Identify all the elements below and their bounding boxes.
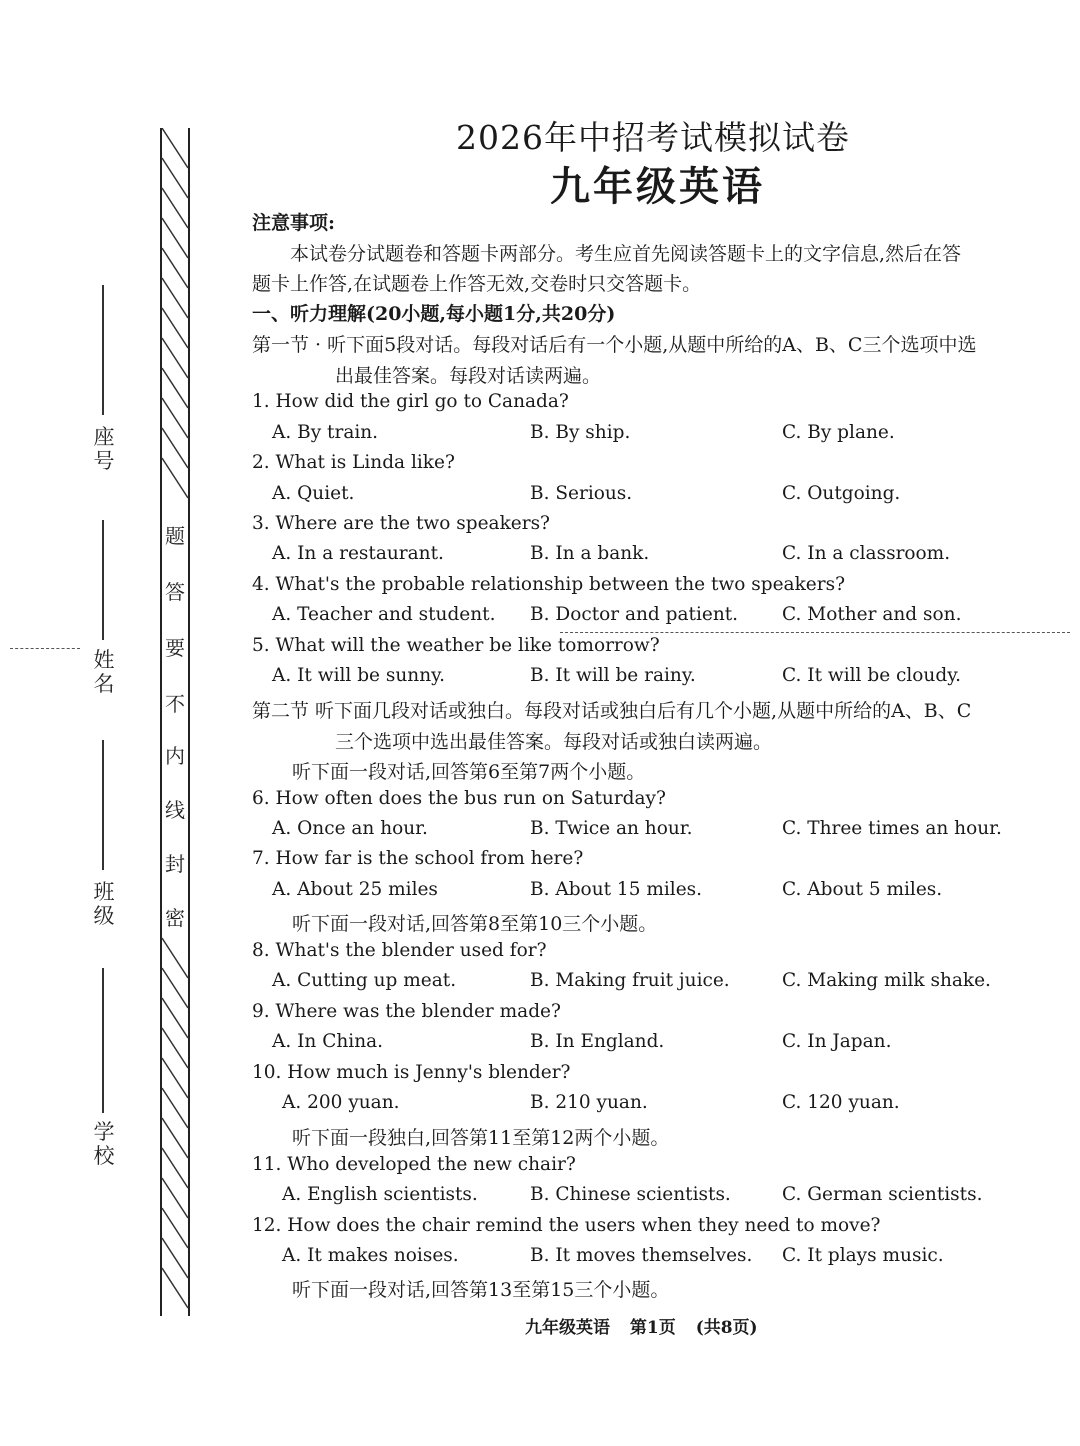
option-b: B. About 15 miles.	[530, 879, 703, 900]
option-a: A. In China.	[272, 1031, 384, 1052]
seal-char: 要	[165, 636, 185, 660]
footer-total-pages: (共8页)	[695, 1318, 758, 1338]
option-b: B. It will be rainy.	[530, 665, 696, 686]
option-c: C. 120 yuan.	[782, 1092, 900, 1113]
option-a: A. About 25 miles	[272, 879, 438, 900]
question-stem: 2. What is Linda like?	[252, 452, 455, 473]
question-stem: 9. Where was the blender made?	[252, 1001, 561, 1022]
option-a: A. In a restaurant.	[272, 543, 444, 564]
option-c: C. By plane.	[782, 422, 895, 443]
option-b: B. In England.	[530, 1031, 665, 1052]
footer-subject: 九年级英语	[525, 1318, 610, 1338]
option-b: B. Making fruit juice.	[530, 970, 730, 991]
notice-heading: 注意事项:	[252, 212, 336, 234]
page-footer	[525, 1313, 772, 1338]
name-label: 姓名	[93, 648, 115, 696]
sub-instruction: 听下面一段对话,回答第6至第7两个小题。	[292, 761, 646, 783]
name-rule	[102, 520, 104, 640]
question-stem: 1. How did the girl go to Canada?	[252, 391, 569, 412]
option-a: A. 200 yuan.	[282, 1092, 400, 1113]
question-stem: 8. What's the blender used for?	[252, 940, 547, 961]
hatch-marks	[160, 128, 190, 1316]
option-b: B. In a bank.	[530, 543, 650, 564]
option-a: A. Quiet.	[272, 483, 355, 504]
option-c: C. German scientists.	[782, 1184, 983, 1205]
question-stem: 4. What's the probable relationship between the two speakers?	[252, 574, 845, 595]
seal-char: 题	[165, 524, 185, 548]
option-c: C. About 5 miles.	[782, 879, 943, 900]
option-a: A. It will be sunny.	[272, 665, 445, 686]
section-instruction: 第二节 听下面几段对话或独白。每段对话或独白后有几个小题,从题中所给的A、B、C	[252, 700, 972, 722]
option-b: B. Chinese scientists.	[530, 1184, 731, 1205]
question-stem: 10. How much is Jenny's blender?	[252, 1062, 571, 1083]
section-instruction: 出最佳答案。每段对话读两遍。	[335, 365, 602, 387]
notice-line: 题卡上作答,在试题卷上作答无效,交卷时只交答题卡。	[252, 273, 702, 295]
sub-instruction: 听下面一段独白,回答第11至第12两个小题。	[292, 1127, 670, 1149]
seat-label: 座号	[93, 425, 115, 473]
fold-mark	[560, 632, 1070, 633]
option-c: C. It will be cloudy.	[782, 665, 962, 686]
question-stem: 12. How does the chair remind the users when they need to move?	[252, 1215, 881, 1236]
option-a: A. Cutting up meat.	[272, 970, 457, 991]
question-stem: 3. Where are the two speakers?	[252, 513, 550, 534]
option-b: B. It moves themselves.	[530, 1245, 753, 1266]
class-label: 班级	[93, 880, 115, 928]
option-b: B. Doctor and patient.	[530, 604, 739, 625]
exam-title: 2026年中招考试模拟试卷	[456, 118, 850, 157]
seal-char: 内	[165, 744, 185, 768]
school-label: 学校	[93, 1120, 115, 1168]
seal-char: 答	[165, 580, 185, 604]
option-a: A. Once an hour.	[272, 818, 428, 839]
option-c: C. Outgoing.	[782, 483, 901, 504]
seal-char: 密	[165, 906, 185, 930]
question-stem: 6. How often does the bus run on Saturday?	[252, 788, 666, 809]
seal-char: 不	[165, 692, 185, 716]
option-c: C. In Japan.	[782, 1031, 892, 1052]
sub-instruction: 听下面一段对话,回答第13至第15三个小题。	[292, 1279, 670, 1301]
seal-column	[160, 128, 190, 1316]
option-c: C. It plays music.	[782, 1245, 944, 1266]
class-rule	[102, 740, 104, 870]
seal-char: 封	[165, 852, 185, 876]
option-b: B. Twice an hour.	[530, 818, 693, 839]
option-c: C. In a classroom.	[782, 543, 951, 564]
sub-instruction: 听下面一段对话,回答第8至第10三个小题。	[292, 913, 658, 935]
section-instruction: 第一节 · 听下面5段对话。每段对话后有一个小题,从题中所给的A、B、C三个选项中选	[252, 334, 977, 356]
option-b: B. 210 yuan.	[530, 1092, 648, 1113]
footer-page-number: 第1页	[629, 1318, 676, 1338]
subject-title: 九年级英语	[550, 163, 765, 210]
option-a: A. It makes noises.	[282, 1245, 459, 1266]
option-c: C. Making milk shake.	[782, 970, 991, 991]
question-stem: 11. Who developed the new chair?	[252, 1154, 576, 1175]
seal-char: 线	[165, 798, 185, 822]
option-c: C. Mother and son.	[782, 604, 962, 625]
option-c: C. Three times an hour.	[782, 818, 1002, 839]
fold-mark	[10, 648, 80, 649]
option-a: A. Teacher and student.	[272, 604, 496, 625]
school-rule	[102, 968, 104, 1113]
notice-line: 本试卷分试题卷和答题卡两部分。考生应首先阅读答题卡上的文字信息,然后在答	[290, 243, 962, 265]
part-heading: 一、听力理解(20小题,每小题1分,共20分)	[252, 303, 616, 325]
question-stem: 7. How far is the school from here?	[252, 848, 584, 869]
section-instruction: 三个选项中选出最佳答案。每段对话或独白读两遍。	[335, 731, 773, 753]
option-a: A. By train.	[272, 422, 379, 443]
seat-rule	[102, 285, 104, 415]
option-b: B. Serious.	[530, 483, 633, 504]
question-stem: 5. What will the weather be like tomorrow?	[252, 635, 660, 656]
option-b: B. By ship.	[530, 422, 631, 443]
option-a: A. English scientists.	[282, 1184, 478, 1205]
